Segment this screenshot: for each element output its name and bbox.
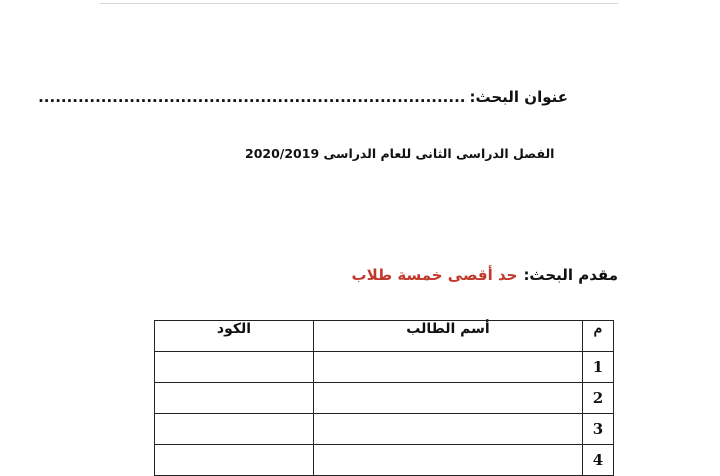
- student-name-cell[interactable]: [314, 414, 583, 445]
- student-name-cell[interactable]: [314, 352, 583, 383]
- presenter-limit-note: حد أقصى خمسة طلاب: [351, 266, 518, 284]
- academic-term: الفصل الدراسى الثانى للعام الدراسى 2020/2019: [245, 146, 555, 161]
- row-number: 4: [583, 445, 614, 476]
- row-number: 1: [583, 352, 614, 383]
- presenter-line: [352, 266, 618, 284]
- row-number: 3: [583, 414, 614, 445]
- table-row: [155, 383, 614, 414]
- student-code-cell[interactable]: [155, 445, 314, 476]
- student-code-cell[interactable]: [155, 414, 314, 445]
- table-header-row: [155, 321, 614, 352]
- row-number: 2: [583, 383, 614, 414]
- student-name-cell[interactable]: [314, 383, 583, 414]
- page-top-border: [100, 0, 618, 4]
- presenter-label: مقدم البحث:: [523, 266, 618, 284]
- research-title-line: [38, 88, 568, 106]
- research-title-blank: ...........................................................................: [38, 88, 466, 106]
- students-table: [154, 320, 614, 476]
- research-title-label: عنوان البحث:: [469, 88, 568, 106]
- table-row: [155, 445, 614, 476]
- student-name-cell[interactable]: [314, 445, 583, 476]
- student-code-cell[interactable]: [155, 352, 314, 383]
- student-code-cell[interactable]: [155, 383, 314, 414]
- header-code: الكود: [155, 321, 314, 352]
- header-student-name: أسم الطالب: [314, 321, 583, 352]
- header-number: م: [583, 321, 614, 352]
- table-row: [155, 414, 614, 445]
- table-row: [155, 352, 614, 383]
